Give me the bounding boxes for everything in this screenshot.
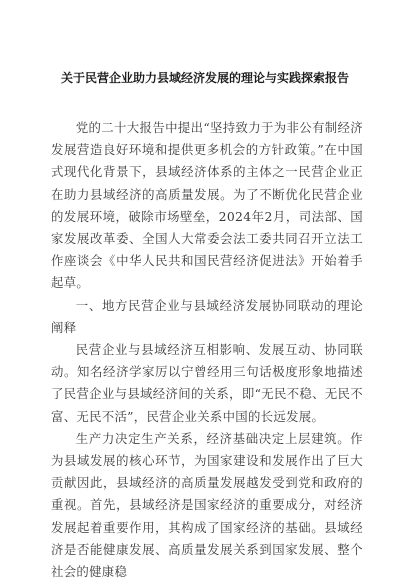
document-title: 关于民营企业助力县域经济发展的理论与实践探索报告 — [60, 71, 349, 85]
paragraph-productivity: 生产力决定生产关系，经济基础决定上层建筑。作为县域发展的核心环节，为国家建设和发展作出了巨大贡献因此，县域经济的高质量发展越发受到党和政府的重视。首先，县域经济是国家经济的重要成分，对经济发展起着重要作用，其构成了国家经济的基础。县域经济是否能健康发展、高质量发展关系到国家发展、整个社会的健康稳 — [51, 430, 363, 580]
document-body — [51, 117, 363, 583]
paragraph-intro: 党的二十大报告中提出“坚持致力于为非公有制经济发展营造良好环境和提供更多机会的方针政策。”在中国式现代化背景下，县域经济体系的主体之一民营企业正在助力县域经济的高质量发展。为了不断优化民营企业的发展环境，破除市场壁垒，2024年2月，司法部、国家发展改革委、全国人大常委会法工委共同召开立法工作座谈会《中华人民共和国民营经济促进法》开始着手起草。 — [51, 120, 363, 291]
section-heading-1: 一、地方民营企业与县域经济发展协同联动的理论阐释 — [51, 297, 363, 335]
paragraph-relationship: 民营企业与县域经济互相影响、发展互动、协同联动。知名经济学家厉以宁曾经用三句话极度形象地描述了民营企业与县域经济间的关系，即“无民不稳、无民不富、无民不活”，民营企业关系中国的长远发展。 — [51, 342, 363, 424]
